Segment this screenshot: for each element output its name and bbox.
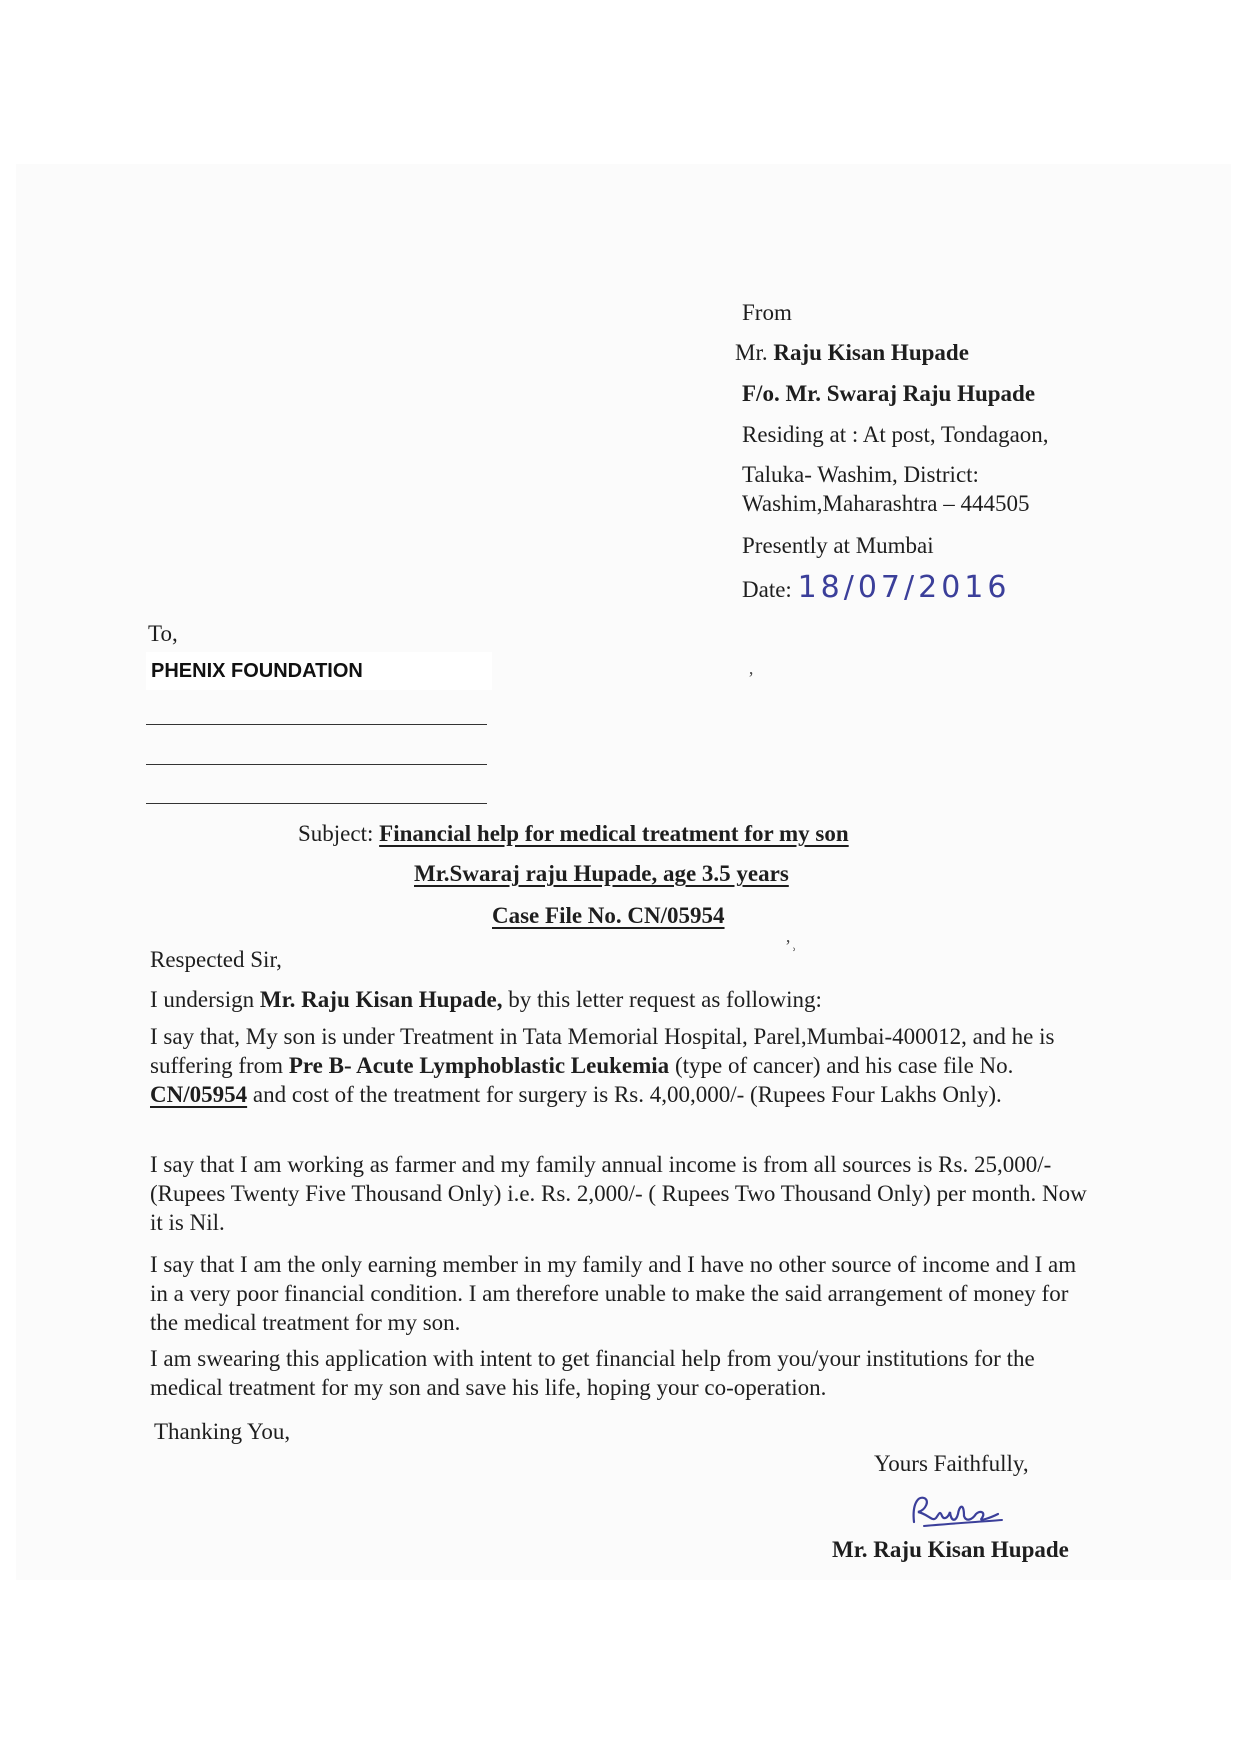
recipient-name-box bbox=[146, 652, 492, 690]
address-blank-line-1 bbox=[146, 724, 487, 725]
disease-name: Pre B- Acute Lymphoblastic Leukemia bbox=[288, 1053, 670, 1078]
ink-speck: ʼ bbox=[748, 668, 754, 688]
subject-line-3: Case File No. CN/05954 bbox=[492, 903, 725, 928]
address-blank-line-3 bbox=[146, 803, 487, 804]
intro-line: I undersign Mr. Raju Kisan Hupade, by this letter request as following: bbox=[150, 987, 822, 1012]
sender-address-line1: Residing at : At post, Tondagaon, bbox=[742, 422, 1049, 447]
subject-line-2: Mr.Swaraj raju Hupade, age 3.5 years bbox=[414, 861, 789, 886]
date-line bbox=[742, 570, 1011, 605]
date-label: Date: bbox=[742, 577, 792, 602]
sender-present-location: Presently at Mumbai bbox=[742, 533, 934, 558]
subject-line-1 bbox=[298, 820, 849, 848]
salutation: Respected Sir, bbox=[150, 947, 282, 972]
signatory-name: Mr. Raju Kisan Hupade bbox=[832, 1537, 1069, 1562]
case-file-number: CN/05954 bbox=[150, 1082, 248, 1107]
subject-label: Subject: bbox=[298, 821, 374, 846]
sender-relation: F/o. Mr. Swaraj Raju Hupade bbox=[742, 381, 1036, 406]
signature bbox=[906, 1492, 1006, 1532]
paragraph-income: I say that I am working as farmer and my family annual income is from all sources is Rs. 25,000/- (Rupees Twenty Five Thousand Only) i.e. Rs. 2,000/- ( Rupees Two Thousand Only) per month. Now it is Nil. bbox=[150, 1152, 1087, 1235]
from-label: From bbox=[742, 300, 792, 325]
subject-text-1: Financial help for medical treatment for my son bbox=[379, 821, 849, 846]
recipient-name: PHENIX FOUNDATION bbox=[151, 660, 363, 682]
handwritten-date: 18/07/2016 bbox=[797, 570, 1011, 605]
thanking-line: Thanking You, bbox=[154, 1419, 291, 1444]
address-blank-line-2 bbox=[146, 764, 487, 765]
paragraph-condition: I say that I am the only earning member in my family and I have no other source of income and I am in a very poor financial condition. I am therefore unable to make the said arrangement of money for the medical treatment for my son. bbox=[150, 1252, 1077, 1335]
sender-address-line2: Taluka- Washim, District: bbox=[742, 462, 979, 487]
ink-speck: ʼ˒ bbox=[785, 936, 797, 956]
intro-name: Mr. Raju Kisan Hupade, bbox=[259, 987, 503, 1012]
valediction: Yours Faithfully, bbox=[874, 1451, 1029, 1476]
sender-address-line3: Washim,Maharashtra – 444505 bbox=[742, 491, 1030, 516]
paragraph-treatment: I say that, My son is under Treatment in Tata Memorial Hospital, Parel,Mumbai-400012, and he is suffering from Pre B- Acute Lymphoblastic Leukemia (type of cancer) and his case file No. CN/05954 and cost of the treatment for surgery is Rs. 4,00,000/- (Rupees Four Lakhs Only). bbox=[150, 1024, 1055, 1107]
sender-name: Mr. Raju Kisan Hupade bbox=[735, 340, 969, 365]
to-label: To, bbox=[148, 621, 178, 646]
paragraph-request: I am swearing this application with intent to get financial help from you/your institutions for the medical treatment for my son and save his life, hoping your co-operation. bbox=[150, 1346, 1035, 1400]
